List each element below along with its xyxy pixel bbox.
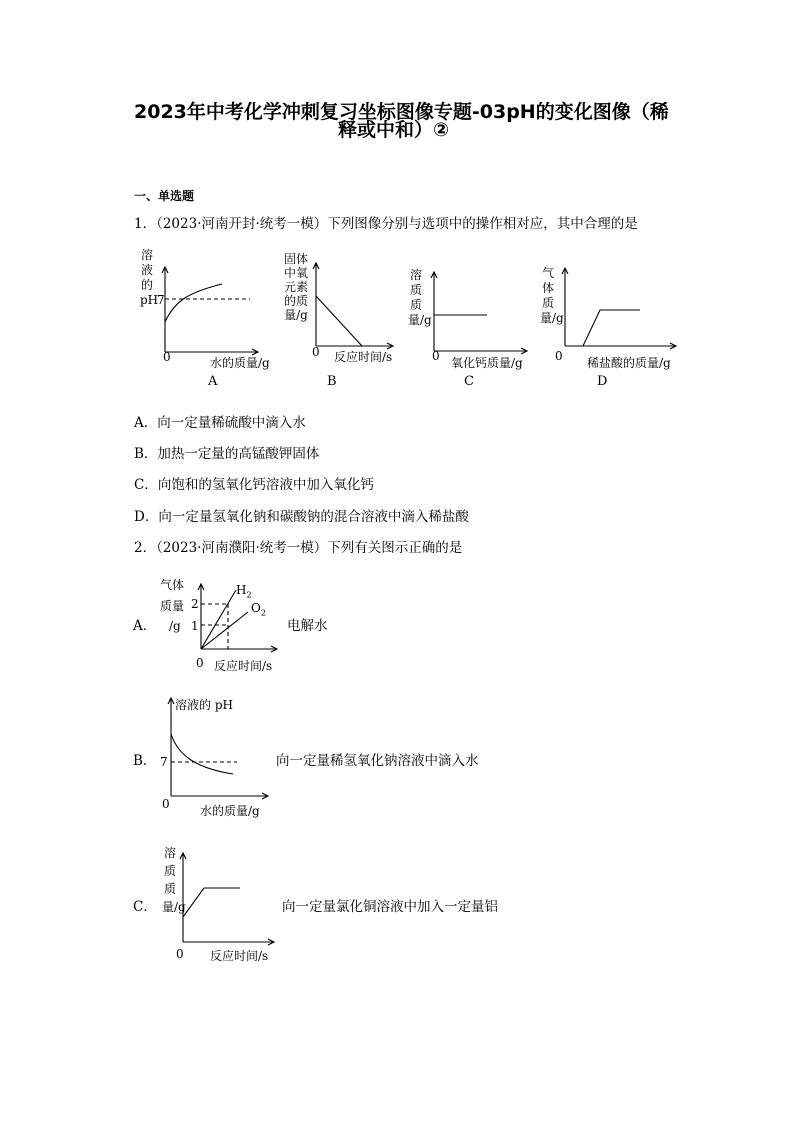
question-1-stem: 1．（2023·河南开封·统考一模）下列图像分别与选项中的操作相对应，其中合理的是 — [134, 216, 638, 232]
graph-c-origin: 0 — [432, 349, 440, 363]
graph-c-caption: C — [464, 374, 474, 389]
q2a-ylabel-2: 质量 — [160, 599, 185, 613]
q2-option-a-letter: A． — [133, 618, 157, 634]
q2a-ylabel-1: 气体 — [160, 578, 185, 592]
graph-d-ylabel: 气体质量/g — [540, 266, 564, 325]
graph-a-origin: 0 — [163, 350, 171, 364]
q2a-desc: 电解水 — [287, 618, 328, 634]
graph-c-ylabel: 溶质质量/g — [408, 268, 432, 327]
q2a-ylabel-3: /g — [169, 619, 181, 633]
q1-option-b[interactable]: B．加热一定量的高锰酸钾固体 — [134, 446, 320, 462]
question-2-stem: 2．（2023·河南濮阳·统考一模）下列有关图示正确的是 — [134, 540, 463, 556]
q1-option-c[interactable]: C．向饱和的氢氧化钙溶液中加入氧化钙 — [134, 477, 374, 493]
q2c-desc: 向一定量氯化铜溶液中加入一定量铝 — [282, 899, 498, 915]
graph-b-origin: 0 — [312, 345, 320, 359]
graph-b-xlabel: 反应时间/s — [334, 350, 393, 364]
graph-a-mark-7: 7 — [157, 293, 165, 307]
graph-a-caption: A — [208, 374, 218, 389]
graph-b-caption: B — [327, 374, 337, 389]
q2b-xlabel: 水的质量/g — [200, 804, 260, 818]
q2a-h2-text: H — [236, 583, 247, 597]
q2a-tick-1: 1 — [191, 619, 199, 633]
graph-b-ylabel: 固体中氧元素的质量/g — [283, 252, 308, 322]
q2c-line — [183, 888, 240, 917]
q2-option-b-letter: B． — [133, 753, 157, 769]
q2-option-c-letter: C． — [133, 899, 157, 915]
page-title-line2: 释或中和）② — [338, 119, 450, 141]
graph-a-xlabel: 水的质量/g — [210, 356, 270, 370]
q2b-origin: 0 — [162, 797, 170, 811]
page-title-line1: 2023年中考化学冲刺复习坐标图像专题-03pH的变化图像（稀 — [134, 101, 669, 123]
q1-option-d[interactable]: D．向一定量氢氧化钠和碳酸钠的混合溶液中滴入稀盐酸 — [134, 509, 469, 525]
q2a-tick-2: 2 — [191, 597, 199, 611]
q2b-ylabel: 溶液的 pH — [175, 698, 233, 712]
graph-a-ylabel: 溶液的pH — [140, 248, 159, 307]
q1-option-a[interactable]: A．向一定量稀硫酸中滴入水 — [134, 415, 306, 431]
q2a-h2-sub: 2 — [246, 590, 252, 600]
q2c-ylabel: 溶质质量/g — [162, 846, 186, 914]
q2a-xlabel: 反应时间/s — [214, 659, 273, 673]
graph-d-caption: D — [597, 374, 608, 389]
q2a-o2-sub: 2 — [260, 608, 266, 618]
q2c-xlabel: 反应时间/s — [210, 949, 269, 963]
q2c-origin: 0 — [176, 947, 184, 961]
q2a-o2-text: O — [251, 601, 261, 615]
section-heading: 一、单选题 — [134, 189, 195, 203]
q2b-mark-7: 7 — [160, 755, 168, 769]
q2b-desc: 向一定量稀氢氧化钠溶液中滴入水 — [276, 753, 479, 769]
q2a-origin: 0 — [196, 656, 204, 670]
graph-d-origin: 0 — [555, 349, 563, 363]
graph-d-xlabel: 稀盐酸的质量/g — [587, 356, 671, 370]
graph-c-xlabel: 氧化钙质量/g — [451, 356, 523, 370]
